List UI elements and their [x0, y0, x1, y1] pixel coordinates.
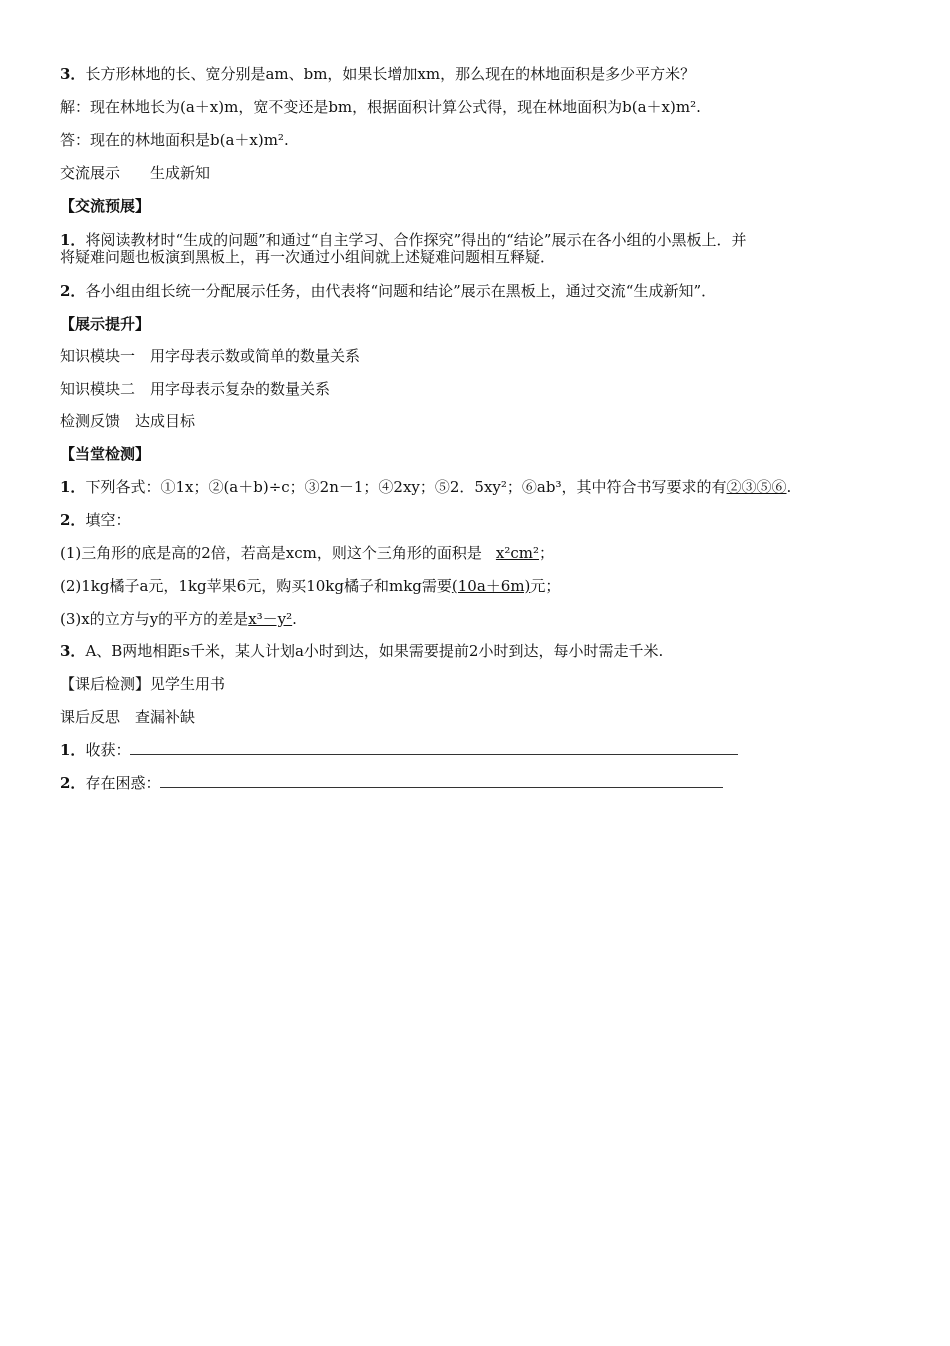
fill-text: (1)三角形的底是高的2倍，若高是xcm，则这个三角形的面积是	[60, 544, 482, 562]
question-number: 3．	[60, 65, 86, 83]
fill-text: (2)1kg橘子a元，1kg苹果6元，购买10kg橘子和mkg需要	[60, 577, 452, 595]
question-3-answer: 答：现在的林地面积是b(a＋x)m².	[60, 131, 289, 149]
answer-text: (10a＋6m)	[451, 577, 531, 595]
answer-blank[interactable]	[160, 773, 723, 788]
show-header: 【展示提升】	[60, 315, 151, 333]
answer-blank[interactable]	[130, 740, 738, 755]
reflect-label: 存在困惑：	[85, 774, 161, 792]
item-text: 将阅读教材时“生成的问题”和通过“自主学习、合作探究”得出的“结论”展示在各小组的小黑板上．并	[85, 231, 747, 249]
preview-header: 【交流预展】	[60, 197, 151, 215]
reflect-label: 收获：	[85, 741, 131, 759]
fill-item-1	[60, 543, 554, 563]
question-number: 2．	[60, 511, 86, 529]
module-1: 知识模块一 用字母表示数或简单的数量关系	[60, 347, 361, 365]
module-2: 知识模块二 用字母表示复杂的数量关系	[60, 380, 331, 398]
question-number: 3．	[60, 642, 86, 660]
preview-item-2	[60, 281, 716, 301]
item-number: 2．	[60, 282, 86, 300]
item-number: 1．	[60, 231, 86, 249]
preview-item-1-cont: 将疑难问题也板演到黑板上，再一次通过小组间就上述疑难问题相互释疑．	[60, 248, 556, 266]
punctuation: .	[292, 610, 297, 628]
question-number: 1．	[60, 478, 86, 496]
after-class-check: 【课后检测】见学生用书	[60, 675, 226, 693]
check-header: 【当堂检测】	[60, 445, 151, 463]
item-number: 2．	[60, 774, 86, 792]
fill-text: (3)x的立方与y的平方的差是	[60, 610, 249, 628]
item-text: 各小组由组长统一分配展示任务，由代表将“问题和结论”展示在黑板上，通过交流“生成新知”．	[85, 282, 717, 300]
question-text: 下列各式：①1x；②(a＋b)÷c；③2n－1；④2xy；⑤2．5xy²；⑥ab³，其中符合书写要求的有	[85, 478, 727, 496]
answer-text: x³－y²	[248, 610, 293, 628]
question-3	[60, 64, 695, 84]
answer-text: ②③⑤⑥	[726, 478, 787, 496]
punctuation: 元；	[530, 577, 561, 595]
question-3-solution: 解：现在林地长为(a＋x)m，宽不变还是bm，根据面积计算公式得，现在林地面积为b(a＋x)m².	[60, 98, 701, 116]
item-number: 1．	[60, 741, 86, 759]
fill-item-2	[60, 576, 560, 596]
check-question-1	[60, 477, 791, 497]
section-feedback-title: 检测反馈 达成目标	[60, 412, 196, 430]
punctuation: .	[786, 478, 792, 496]
punctuation: ；	[539, 544, 555, 562]
reflect-item-1	[60, 740, 738, 760]
section-reflect-title: 课后反思 查漏补缺	[60, 708, 196, 726]
question-text: 长方形林地的长、宽分别是am、bm，如果长增加xm，那么现在的林地面积是多少平方米？	[85, 65, 696, 83]
section-exchange-title: 交流展示 生成新知	[60, 164, 211, 182]
check-question-3	[60, 641, 663, 661]
reflect-item-2	[60, 773, 723, 793]
question-text: A、B两地相距s千米，某人计划a小时到达，如果需要提前2小时到达，每小时需走千米.	[85, 642, 664, 660]
fill-item-3	[60, 609, 297, 629]
check-question-2	[60, 510, 130, 530]
question-text: 填空：	[85, 511, 131, 529]
answer-text: x²cm²	[495, 544, 540, 562]
